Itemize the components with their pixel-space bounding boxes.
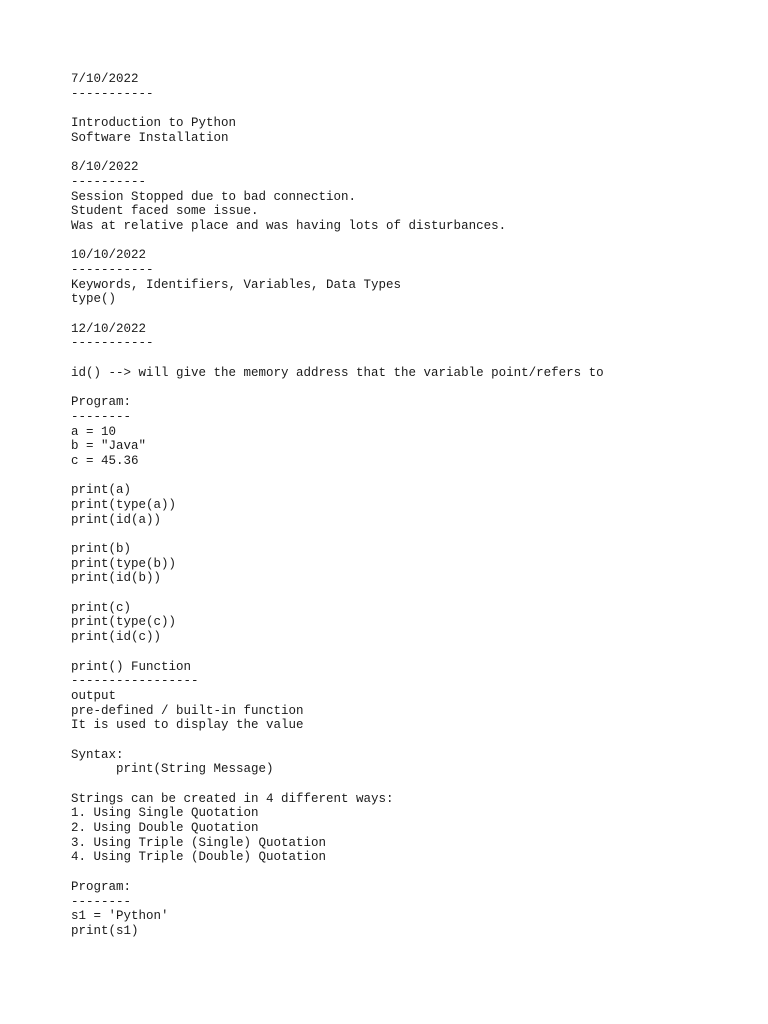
text-line: 1. Using Single Quotation (71, 806, 259, 821)
blank-line (71, 380, 731, 395)
text-line: print(type(c)) (71, 615, 177, 630)
text-line: print(b) (71, 542, 132, 556)
text-line: 2. Using Double Quotation (71, 821, 259, 836)
blank-line (71, 645, 731, 660)
text-line: Was at relative place and was having lots of disturbances. (71, 218, 507, 233)
blank-line (71, 527, 731, 542)
text-line: Introduction to Python (71, 116, 237, 131)
text-line: print(id(b)) (71, 571, 162, 586)
text-line: type() (71, 292, 117, 307)
text-line: print(String Message) (71, 762, 274, 777)
text-line: Software Installation (71, 130, 229, 145)
text-line: 7/10/2022 (71, 72, 139, 86)
text-line: 4. Using Triple (Double) Quotation (71, 850, 327, 865)
text-line: print(type(a)) (71, 497, 177, 512)
text-line: Program: (71, 879, 132, 894)
text-line: Keywords, Identifiers, Variables, Data Types (71, 277, 402, 292)
text-line: ---------- (71, 174, 147, 189)
blank-line (71, 145, 731, 160)
text-line: -------- (71, 894, 132, 909)
text-line: print(a) (71, 483, 132, 498)
text-line: output (71, 688, 117, 703)
blank-line (71, 777, 731, 792)
text-line: print(type(b)) (71, 556, 177, 571)
text-line: print(s1) (71, 923, 139, 938)
text-line: 10/10/2022 (71, 248, 147, 263)
text-line: print(c) (71, 600, 132, 615)
blank-line (71, 733, 731, 748)
blank-line (71, 234, 731, 249)
text-line: Syntax: (71, 747, 124, 762)
blank-line (71, 307, 731, 322)
text-line: ----------- (71, 336, 154, 351)
text-line: Student faced some issue. (71, 204, 259, 219)
blank-line (71, 351, 731, 366)
blank-line (71, 469, 731, 484)
text-line: ----------------- (71, 674, 199, 689)
text-line: c = 45.36 (71, 453, 139, 468)
text-line: Strings can be created in 4 different ways: (71, 791, 394, 806)
text-line: Session Stopped due to bad connection. (71, 189, 357, 204)
text-line: It is used to display the value (71, 718, 304, 733)
text-line: a = 10 (71, 424, 117, 439)
text-line: 8/10/2022 (71, 160, 139, 175)
text-line: pre-defined / built-in function (71, 703, 304, 718)
text-line: id() --> will give the memory address that the variable point/refers to (71, 365, 604, 380)
blank-line (71, 586, 731, 601)
text-line: -------- (71, 409, 132, 424)
text-line: print(id(a)) (71, 512, 162, 527)
text-line: s1 = 'Python' (71, 909, 169, 924)
text-line: 12/10/2022 (71, 321, 147, 336)
blank-line (71, 101, 731, 116)
text-line: Program: (71, 395, 132, 410)
text-line: ----------- (71, 86, 154, 101)
text-line: print() Function (71, 659, 192, 674)
text-line: 3. Using Triple (Single) Quotation (71, 835, 327, 850)
blank-line (71, 865, 731, 880)
text-line: b = "Java" (71, 439, 147, 454)
text-line: ----------- (71, 262, 154, 277)
text-line: print(id(c)) (71, 630, 162, 645)
document-text (71, 72, 731, 939)
